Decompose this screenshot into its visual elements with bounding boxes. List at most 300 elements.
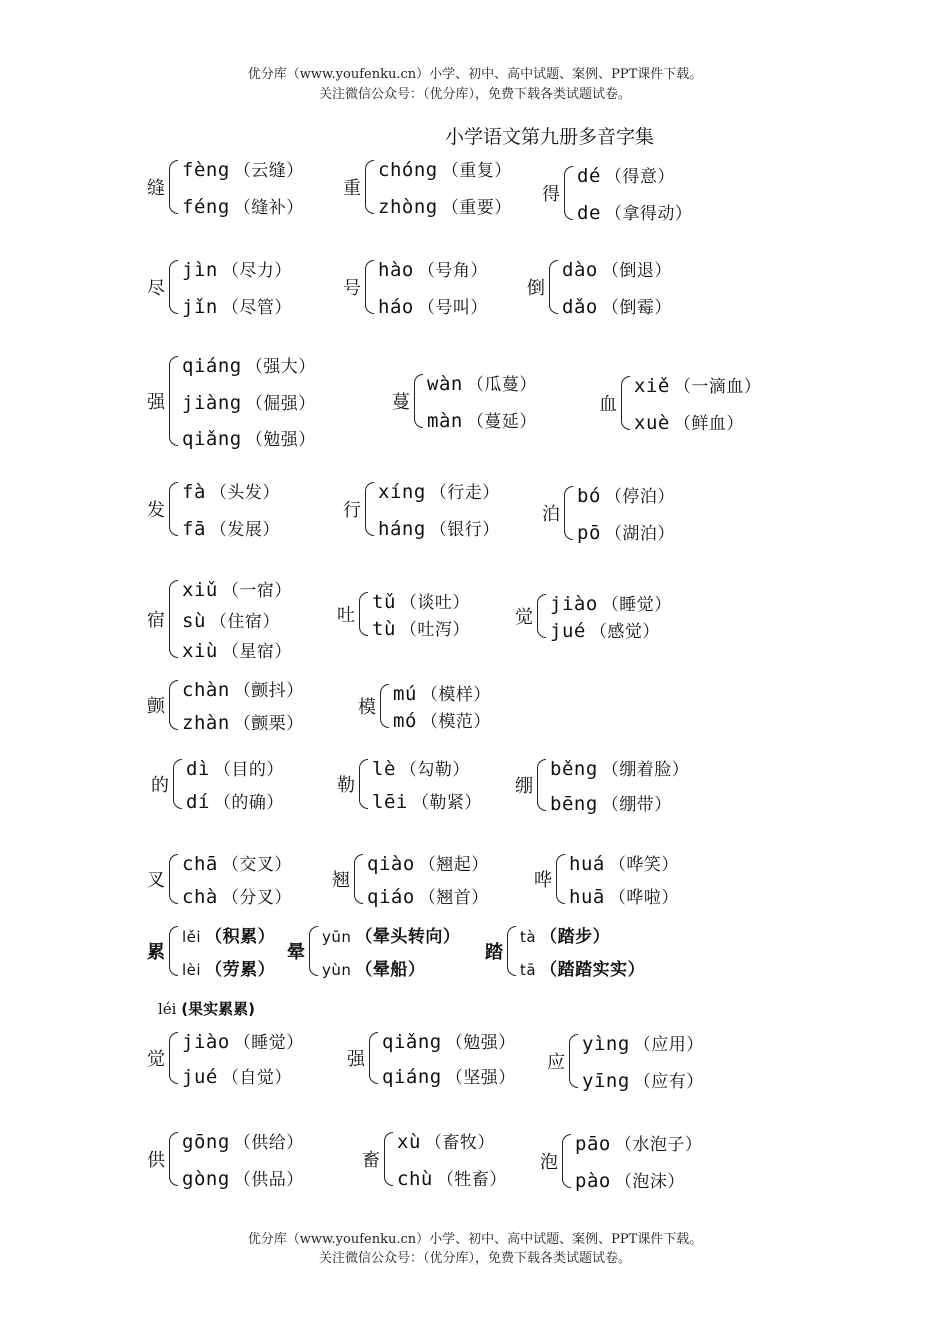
- reading-row: [182, 293, 292, 318]
- pinyin: chà: [182, 886, 218, 908]
- example-word: （踏踏实实）: [540, 960, 646, 980]
- pinyin: xíng: [378, 481, 426, 503]
- pinyin: qiǎng: [382, 1031, 442, 1053]
- reading-row: [520, 922, 645, 947]
- reading-list: [382, 1028, 516, 1088]
- polyphone-group: [392, 370, 537, 432]
- example-word: （谈吐）: [399, 593, 470, 613]
- polyphone-group: [147, 850, 292, 908]
- example-word: （的确）: [213, 793, 284, 813]
- polyphone-character: 宿: [147, 610, 165, 631]
- reading-list: [378, 478, 500, 540]
- polyphone-character: 强: [347, 1049, 365, 1070]
- reading-list: [577, 162, 692, 224]
- pinyin: qiǎng: [182, 428, 242, 450]
- example-word: （号叫）: [417, 298, 488, 318]
- example-word: （倒霉）: [601, 298, 672, 318]
- pinyin: xiě: [634, 375, 670, 397]
- polyphone-character: 供: [147, 1150, 165, 1171]
- reading-row: [634, 372, 761, 397]
- polyphone-group: [540, 1130, 702, 1192]
- reading-row: [367, 850, 489, 875]
- pinyin: bēng: [550, 793, 598, 815]
- polyphone-group: [485, 922, 645, 980]
- polyphone-group: [358, 680, 491, 732]
- example-word: （湖泊）: [604, 524, 675, 544]
- pinyin: qiáo: [367, 886, 415, 908]
- reading-list: [378, 156, 512, 218]
- extra-word: (果实累累): [181, 1000, 255, 1018]
- example-word: （晕头转向）: [355, 927, 461, 947]
- polyphone-group: [147, 1028, 304, 1088]
- reading-list: [378, 256, 488, 318]
- example-word: （发展）: [209, 520, 280, 540]
- example-word: （模范）: [420, 712, 491, 732]
- brace: [169, 160, 178, 214]
- example-word: （模样）: [420, 685, 491, 705]
- example-word: （住宿）: [209, 611, 280, 632]
- polyphone-group: [147, 676, 304, 734]
- pinyin: yūn: [322, 928, 352, 946]
- brace: [309, 926, 318, 976]
- example-word: （畜牧）: [424, 1133, 495, 1153]
- reading-row: [550, 617, 672, 642]
- polyphone-group: [337, 755, 482, 813]
- pinyin: huā: [569, 886, 605, 908]
- brace: [564, 166, 573, 220]
- reading-list: [182, 676, 304, 734]
- polyphone-group: [147, 156, 304, 218]
- pinyin: jiào: [550, 593, 598, 615]
- example-word: （蔓延）: [466, 412, 537, 432]
- reading-row: [372, 588, 470, 613]
- example-word: （睡觉）: [233, 1033, 304, 1053]
- polyphone-group: [343, 156, 512, 218]
- example-word: （行走）: [429, 483, 500, 503]
- example-word: （劳累）: [205, 960, 276, 980]
- reading-list: [182, 1128, 304, 1190]
- pinyin: yīng: [582, 1070, 630, 1092]
- pinyin: xù: [397, 1131, 421, 1153]
- reading-list: [182, 256, 292, 318]
- brace: [414, 374, 423, 428]
- reading-list: [182, 352, 316, 450]
- brace: [621, 376, 630, 430]
- reading-row: [562, 293, 672, 318]
- reading-row: [577, 199, 692, 224]
- reading-row: [550, 590, 672, 615]
- reading-row: [182, 607, 292, 632]
- reading-row: [182, 1165, 304, 1190]
- polyphone-character: 累: [147, 942, 165, 963]
- example-word: （泡沫）: [614, 1172, 685, 1192]
- polyphone-character: 吐: [337, 605, 355, 626]
- example-word: （云缝）: [233, 161, 304, 181]
- pinyin: chā: [182, 853, 218, 875]
- example-word: （勒紧）: [411, 793, 482, 813]
- polyphone-character: 得: [542, 184, 560, 205]
- pinyin: gòng: [182, 1168, 230, 1190]
- pinyin: gōng: [182, 1131, 230, 1153]
- reading-row: [575, 1167, 702, 1192]
- polyphone-character: 勒: [337, 775, 355, 796]
- polyphone-character: 泡: [540, 1152, 558, 1173]
- pinyin: háo: [378, 296, 414, 318]
- example-word: （目的）: [213, 760, 284, 780]
- reading-row: [378, 293, 488, 318]
- brace: [537, 759, 546, 811]
- pinyin: huá: [569, 853, 605, 875]
- reading-row: [182, 425, 316, 450]
- pinyin: dǎo: [562, 296, 598, 318]
- brace: [169, 482, 178, 536]
- reading-row: [378, 156, 512, 181]
- reading-list: [582, 1030, 704, 1092]
- reading-list: [634, 372, 761, 434]
- brace: [169, 356, 178, 446]
- reading-row: [427, 370, 537, 395]
- reading-row: [182, 1028, 304, 1053]
- reading-list: [182, 922, 275, 980]
- polyphone-group: [542, 482, 675, 544]
- header-line-2: 关注微信公众号：（优分库），免费下载各类试题试卷。: [318, 87, 631, 102]
- reading-row: [182, 156, 304, 181]
- pinyin: mú: [393, 683, 417, 705]
- page-title: 小学语文第九册多音字集: [445, 126, 655, 148]
- polyphone-group: [343, 256, 488, 318]
- example-word: （停泊）: [604, 487, 675, 507]
- reading-row: [182, 256, 292, 281]
- reading-row: [182, 850, 292, 875]
- example-word: （颤栗）: [233, 714, 304, 734]
- reading-row: [182, 922, 275, 947]
- brace: [169, 926, 178, 976]
- pinyin: pào: [575, 1170, 611, 1192]
- reading-list: [575, 1130, 702, 1192]
- brace: [507, 926, 516, 976]
- brace: [537, 594, 546, 638]
- brace: [380, 684, 389, 728]
- example-word: （水泡子）: [614, 1135, 703, 1155]
- example-word: （缝补）: [233, 198, 304, 218]
- reading-list: [393, 680, 491, 732]
- brace: [384, 1132, 393, 1186]
- reading-row: [397, 1128, 507, 1153]
- pinyin: zhàn: [182, 712, 230, 734]
- pinyin: lè: [372, 758, 396, 780]
- polyphone-character: 倒: [527, 278, 545, 299]
- reading-list: [427, 370, 537, 432]
- pinyin: chàn: [182, 679, 230, 701]
- polyphone-group: [151, 755, 284, 813]
- polyphone-character: 尽: [147, 278, 165, 299]
- polyphone-character: 行: [343, 500, 361, 521]
- polyphone-character: 畜: [362, 1150, 380, 1171]
- example-word: （应用）: [633, 1035, 704, 1055]
- reading-list: [397, 1128, 507, 1190]
- brace: [169, 1132, 178, 1186]
- reading-list: [367, 850, 489, 908]
- brace: [562, 1134, 571, 1188]
- reading-row: [378, 193, 512, 218]
- reading-row: [322, 955, 460, 980]
- example-word: （自觉）: [221, 1068, 292, 1088]
- brace: [354, 854, 363, 904]
- reading-row: [550, 790, 689, 815]
- footer-line-1: 优分库（www.youfenku.cn）小学、初中、高中试题、案例、PPT课件下载。: [247, 1232, 703, 1247]
- brace: [169, 854, 178, 904]
- pinyin: jǐn: [182, 296, 218, 318]
- polyphone-character: 模: [358, 697, 376, 718]
- pinyin: jiào: [182, 1031, 230, 1053]
- example-word: （一宿）: [221, 581, 292, 601]
- reading-row: [182, 883, 292, 908]
- reading-list: [182, 850, 292, 908]
- polyphone-character: 晕: [287, 942, 305, 963]
- reading-row: [550, 755, 689, 780]
- reading-row: [569, 850, 679, 875]
- example-word: （牲畜）: [436, 1170, 507, 1190]
- pinyin: fèng: [182, 159, 230, 181]
- example-word: （踏步）: [540, 927, 611, 947]
- pinyin: féng: [182, 196, 230, 218]
- reading-list: [577, 482, 675, 544]
- pinyin: qiáng: [182, 355, 242, 377]
- brace: [549, 260, 558, 314]
- brace: [556, 854, 565, 904]
- polyphone-character: 发: [147, 500, 165, 521]
- header-line-1: 优分库（www.youfenku.cn）小学、初中、高中试题、案例、PPT课件下载。: [247, 67, 703, 82]
- reading-row: [575, 1130, 702, 1155]
- reading-row: [378, 256, 488, 281]
- pinyin: yùn: [322, 961, 352, 979]
- polyphone-character: 翘: [332, 870, 350, 891]
- pinyin: tù: [372, 618, 396, 640]
- reading-row: [367, 883, 489, 908]
- reading-list: [182, 576, 292, 662]
- polyphone-character: 重: [343, 178, 361, 199]
- reading-row: [562, 256, 672, 281]
- polyphone-character: 觉: [515, 607, 533, 628]
- example-word: （银行）: [429, 520, 500, 540]
- reading-row: [397, 1165, 507, 1190]
- pinyin: dí: [186, 791, 210, 813]
- reading-row: [182, 478, 280, 503]
- polyphone-group: [287, 922, 460, 980]
- example-word: （绷着脸）: [601, 760, 690, 780]
- reading-list: [562, 256, 672, 318]
- reading-list: [322, 922, 460, 980]
- brace: [169, 580, 178, 658]
- footer-line-2: 关注微信公众号：（优分库），免费下载各类试题试卷。: [318, 1251, 631, 1266]
- polyphone-character: 缝: [147, 178, 165, 199]
- reading-list: [182, 156, 304, 218]
- reading-row: [577, 519, 675, 544]
- example-word: （吐泻）: [399, 620, 470, 640]
- reading-row: [582, 1030, 704, 1055]
- reading-row: [393, 707, 491, 732]
- example-word: （晕船）: [355, 960, 426, 980]
- example-word: （颤抖）: [233, 681, 304, 701]
- example-word: （号角）: [417, 261, 488, 281]
- reading-row: [378, 478, 500, 503]
- polyphone-group: [147, 922, 275, 980]
- example-word: （瓜蔓）: [466, 375, 537, 395]
- polyphone-character: 强: [147, 392, 165, 413]
- reading-row: [378, 515, 500, 540]
- pinyin: qiáng: [382, 1066, 442, 1088]
- example-word: （哗笑）: [608, 855, 679, 875]
- example-word: （勾勒）: [399, 760, 470, 780]
- brace: [569, 1034, 578, 1088]
- reading-list: [182, 478, 280, 540]
- brace: [365, 160, 374, 214]
- reading-row: [182, 515, 280, 540]
- example-word: （交叉）: [221, 855, 292, 875]
- brace: [365, 260, 374, 314]
- reading-row: [427, 407, 537, 432]
- pinyin: màn: [427, 410, 463, 432]
- reading-row: [182, 389, 316, 414]
- pinyin: chù: [397, 1168, 433, 1190]
- example-word: （供品）: [233, 1170, 304, 1190]
- example-word: （拿得动）: [604, 204, 693, 224]
- pinyin: běng: [550, 758, 598, 780]
- example-word: （应有）: [633, 1072, 704, 1092]
- extra-reading-line: [158, 998, 255, 1019]
- pinyin: hào: [378, 259, 414, 281]
- pinyin: háng: [378, 518, 426, 540]
- example-word: （倔强）: [245, 393, 316, 414]
- polyphone-group: [347, 1028, 516, 1088]
- example-word: （供给）: [233, 1133, 304, 1153]
- reading-list: [182, 1028, 304, 1088]
- pinyin: dé: [577, 165, 601, 187]
- brace: [169, 1032, 178, 1084]
- polyphone-character: 绷: [515, 776, 533, 797]
- reading-row: [634, 409, 761, 434]
- example-word: （分叉）: [221, 888, 292, 908]
- pinyin: tǔ: [372, 591, 396, 613]
- reading-row: [322, 922, 460, 947]
- polyphone-group: [527, 256, 672, 318]
- reading-row: [582, 1067, 704, 1092]
- polyphone-group: [599, 372, 761, 434]
- example-word: （重要）: [441, 198, 512, 218]
- polyphone-character: 蔓: [392, 392, 410, 413]
- pinyin: yìng: [582, 1033, 630, 1055]
- reading-row: [182, 637, 292, 662]
- pinyin: zhòng: [378, 196, 438, 218]
- reading-row: [186, 755, 284, 780]
- example-word: （感觉）: [589, 622, 660, 642]
- polyphone-character: 血: [599, 394, 617, 415]
- example-word: （一滴血）: [673, 377, 762, 397]
- brace: [359, 759, 368, 809]
- polyphone-group: [534, 850, 679, 908]
- pinyin: tā: [520, 961, 537, 979]
- brace: [169, 260, 178, 314]
- example-word: （哗啦）: [608, 888, 679, 908]
- reading-list: [569, 850, 679, 908]
- example-word: （尽管）: [221, 298, 292, 318]
- reading-list: [372, 755, 482, 813]
- polyphone-character: 哗: [534, 870, 552, 891]
- reading-row: [182, 1063, 304, 1088]
- example-word: （坚强）: [445, 1068, 516, 1088]
- pinyin: lēi: [372, 791, 408, 813]
- pinyin: sù: [182, 609, 206, 632]
- reading-row: [577, 482, 675, 507]
- polyphone-character: 颤: [147, 696, 165, 717]
- reading-row: [569, 883, 679, 908]
- polyphone-character: 叉: [147, 870, 165, 891]
- reading-list: [520, 922, 645, 980]
- example-word: （翘首）: [418, 888, 489, 908]
- polyphone-group: [147, 576, 292, 662]
- brace: [169, 680, 178, 730]
- reading-list: [550, 590, 672, 642]
- reading-row: [577, 162, 692, 187]
- example-word: （鲜血）: [673, 414, 744, 434]
- brace: [564, 486, 573, 540]
- pinyin: fā: [182, 518, 206, 540]
- polyphone-character: 号: [343, 278, 361, 299]
- example-word: （重复）: [441, 161, 512, 181]
- pinyin: qiào: [367, 853, 415, 875]
- reading-row: [372, 615, 470, 640]
- polyphone-character: 踏: [485, 942, 503, 963]
- example-word: （星宿）: [221, 642, 292, 662]
- reading-row: [372, 755, 482, 780]
- pinyin: mó: [393, 710, 417, 732]
- reading-row: [393, 680, 491, 705]
- example-word: （倒退）: [601, 261, 672, 281]
- polyphone-character: 的: [151, 775, 169, 796]
- pinyin: xiǔ: [182, 579, 218, 601]
- polyphone-group: [147, 1128, 304, 1190]
- reading-row: [372, 788, 482, 813]
- polyphone-group: [515, 590, 672, 642]
- reading-row: [186, 788, 284, 813]
- pinyin: xuè: [634, 412, 670, 434]
- reading-row: [382, 1028, 516, 1053]
- pinyin: xiù: [182, 640, 218, 662]
- reading-row: [182, 576, 292, 601]
- polyphone-group: [147, 352, 316, 450]
- polyphone-group: [337, 588, 470, 640]
- polyphone-character: 应: [547, 1052, 565, 1073]
- polyphone-group: [332, 850, 489, 908]
- example-word: （强大）: [245, 357, 316, 377]
- reading-list: [372, 588, 470, 640]
- polyphone-group: [542, 162, 692, 224]
- pinyin: pāo: [575, 1133, 611, 1155]
- brace: [369, 1032, 378, 1084]
- polyphone-group: [343, 478, 500, 540]
- polyphone-group: [362, 1128, 507, 1190]
- reading-list: [186, 755, 284, 813]
- reading-row: [182, 709, 304, 734]
- polyphone-character: 觉: [147, 1049, 165, 1070]
- reading-row: [182, 352, 316, 377]
- example-word: （翘起）: [418, 855, 489, 875]
- polyphone-group: [515, 755, 689, 815]
- example-word: （绷带）: [601, 795, 672, 815]
- pinyin: tà: [520, 928, 537, 946]
- example-word: （尽力）: [221, 261, 292, 281]
- pinyin: jìn: [182, 259, 218, 281]
